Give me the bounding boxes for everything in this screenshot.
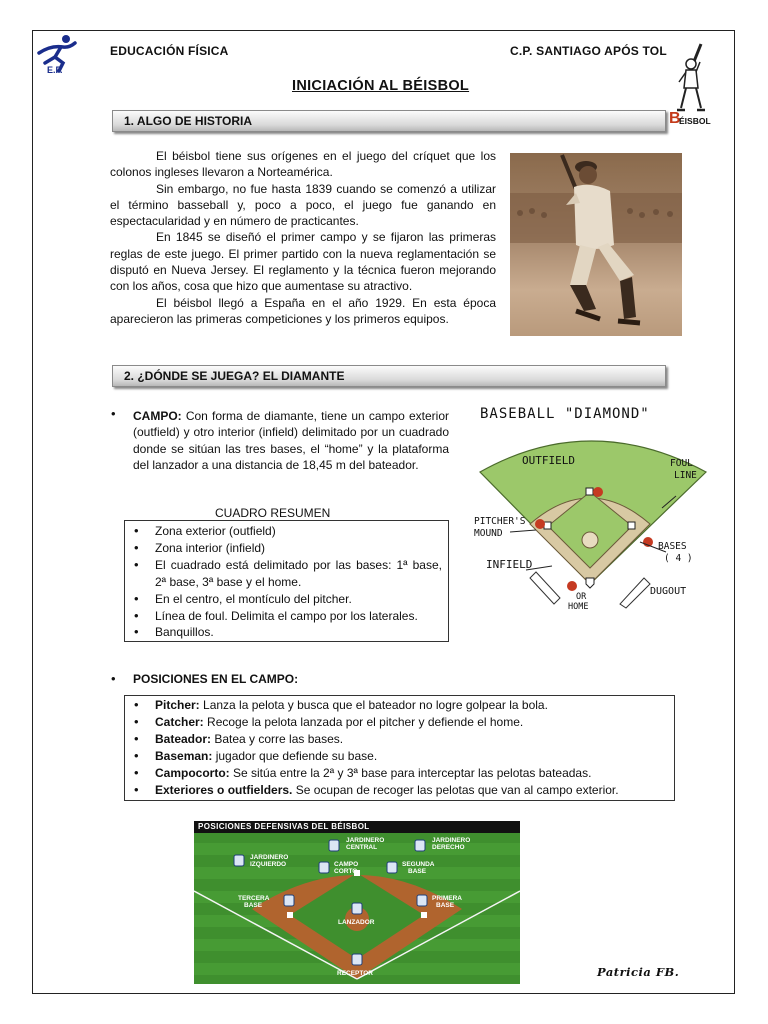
summary-title: CUADRO RESUMEN xyxy=(215,506,331,520)
position-label: Catcher: xyxy=(155,714,204,729)
history-paragraph: En 1845 se diseñó el primer campo y se fijaron las primeras reglas de este juego. El primer partido con la nueva reglamentación se disputó en Nueva Jersey. El reglamento y la técnica fueron mejorando con los años, cosa que hizo que aumentase su atractivo. xyxy=(110,230,496,294)
label-line: CENTRAL xyxy=(346,844,378,851)
position-item xyxy=(125,748,674,765)
position-text: jugador que defiende su base. xyxy=(212,748,378,763)
ef-logo-text: E.F. xyxy=(47,65,63,75)
batter-logo xyxy=(667,42,723,132)
baseball-diamond-diagram xyxy=(470,400,718,618)
header-right: C.P. SANTIAGO APÓS TOL xyxy=(510,44,667,58)
section-heading-label: 2. ¿DÓNDE SE JUEGA? EL DIAMANTE xyxy=(124,369,345,383)
bullet: • xyxy=(111,406,116,421)
position-label: Campocorto: xyxy=(155,765,230,780)
label-line: BASE xyxy=(244,902,263,909)
summary-item: • Línea de foul. Delimita el campo por los laterales. xyxy=(125,608,448,625)
diagram-home-2: HOME xyxy=(568,602,589,612)
campo-text: Con forma de diamante, tiene un campo exterior (outfield) y otro interior (infield) delimitado por un cuadrado donde se sitúan las tres bases, el “home” y la plataforma del lanzador a una distancia de 18,45 m del bateador. xyxy=(133,409,449,472)
diagram-foul-line xyxy=(670,458,697,482)
position-text: Recoge la pelota lanzada por el pitcher y defiende el home. xyxy=(203,714,524,729)
summary-box xyxy=(124,520,449,642)
position-item xyxy=(125,731,674,748)
history-text xyxy=(110,148,496,327)
positions-heading: POSICIONES EN EL CAMPO: xyxy=(133,672,299,686)
corner-logo-b: B xyxy=(669,110,681,127)
campo-description xyxy=(133,408,449,473)
position-label: Exteriores o outfielders. xyxy=(155,782,293,797)
diagram-title: BASEBALL "DIAMOND" xyxy=(480,406,650,422)
page-title: INICIACIÓN AL BÉISBOL xyxy=(292,78,470,94)
label-line: PRIMERA xyxy=(432,895,462,902)
position-label: Bateador: xyxy=(155,731,212,746)
label-receptor: RECEPTOR xyxy=(337,970,373,977)
label-jardinero-derecho xyxy=(432,837,470,851)
diagram-bases-2: ( 4 ) xyxy=(664,553,693,564)
section-heading-label: 1. ALGO DE HISTORIA xyxy=(124,114,253,128)
diagram-pitchers-mound xyxy=(474,516,525,540)
diagram-pitchers-mound-2: MOUND xyxy=(474,528,503,539)
positions-box xyxy=(124,695,675,801)
diagram-home-1: OR xyxy=(576,592,587,602)
position-item xyxy=(125,714,674,731)
position-item xyxy=(125,765,674,782)
label-line: CAMPO xyxy=(334,861,359,868)
label-jardinero-central xyxy=(346,837,384,851)
position-text: Se sitúa entre la 2ª y 3ª base para interceptar las pelotas bateadas. xyxy=(229,765,592,780)
label-line: TERCERA xyxy=(238,895,270,902)
position-text: Lanza la pelota y busca que el bateador no logre golpear la bola. xyxy=(199,698,548,712)
section-heading-historia xyxy=(112,110,666,132)
corner-logo-text: ÉISBOL xyxy=(679,116,711,126)
position-text: Se ocupan de recoger las pelotas que van al campo exterior. xyxy=(292,782,619,797)
field-image-title: POSICIONES DEFENSIVAS DEL BÉISBOL xyxy=(198,822,370,831)
label-line: SEGUNDA xyxy=(402,861,435,868)
position-text: Batea y corre las bases. xyxy=(211,731,344,746)
summary-item: • Zona interior (infield) xyxy=(125,540,448,557)
position-label: Pitcher: xyxy=(155,698,200,712)
label-line: JARDINERO xyxy=(250,854,289,861)
diagram-foul-line-2: LINE xyxy=(674,470,697,481)
section-heading-diamante xyxy=(112,365,666,387)
babe-ruth-photo xyxy=(510,153,682,336)
position-label: Baseman: xyxy=(155,748,213,763)
label-line: BASE xyxy=(408,868,427,875)
history-paragraph: El béisbol tiene sus orígenes en el juego del críquet que los colonos ingleses llevaron a Norteamérica. xyxy=(110,149,496,180)
label-jardinero-izquierdo xyxy=(250,854,288,868)
label-line: IZQUIERDO xyxy=(250,861,287,868)
diagram-outfield: OUTFIELD xyxy=(522,454,575,467)
label-segunda-base xyxy=(402,861,435,875)
diagram-bases xyxy=(658,541,693,565)
ef-logo xyxy=(33,33,83,78)
diagram-bases-1: BASES xyxy=(658,541,687,552)
label-line: JARDINERO xyxy=(346,837,385,844)
label-line: BASE xyxy=(436,902,455,909)
summary-item: • Zona exterior (outfield) xyxy=(125,523,448,540)
label-line: DERECHO xyxy=(432,844,465,851)
diagram-dugout: DUGOUT xyxy=(650,586,687,597)
campo-label: CAMPO: xyxy=(133,409,182,423)
label-primera-base xyxy=(432,895,462,909)
defensive-positions-image xyxy=(194,821,520,984)
diagram-home xyxy=(568,592,588,612)
history-paragraph: Sin embargo, no fue hasta 1839 cuando se comenzó a utilizar el término basseball y, poco a poco, el juego fue ganando en espectacularidad y en número de practicantes. xyxy=(110,181,496,229)
label-tercera-base xyxy=(238,895,269,909)
bullet: • xyxy=(111,671,116,686)
summary-item: • Banquillos. xyxy=(125,624,448,641)
label-campo-corto xyxy=(334,861,358,875)
label-line: CORTO xyxy=(334,868,358,875)
header-left: EDUCACIÓN FÍSICA xyxy=(110,44,229,58)
diagram-pitchers-mound-1: PITCHER'S xyxy=(474,516,526,527)
author-signature: Patricia FB. xyxy=(597,965,680,979)
label-lanzador: LANZADOR xyxy=(338,919,375,926)
label-line: JARDINERO xyxy=(432,837,471,844)
summary-item: • En el centro, el montículo del pitcher. xyxy=(125,591,448,608)
position-item xyxy=(125,697,674,714)
position-item xyxy=(125,782,674,799)
summary-item: • El cuadrado está delimitado por las bases: 1ª base, 2ª base, 3ª base y el home. xyxy=(125,557,448,591)
diagram-infield: INFIELD xyxy=(486,558,533,571)
history-paragraph: El béisbol llegó a España en el año 1929. En esta época aparecieron las primeras competiciones y los primeros equipos. xyxy=(110,295,496,326)
diagram-foul-line-1: FOUL xyxy=(670,458,693,469)
